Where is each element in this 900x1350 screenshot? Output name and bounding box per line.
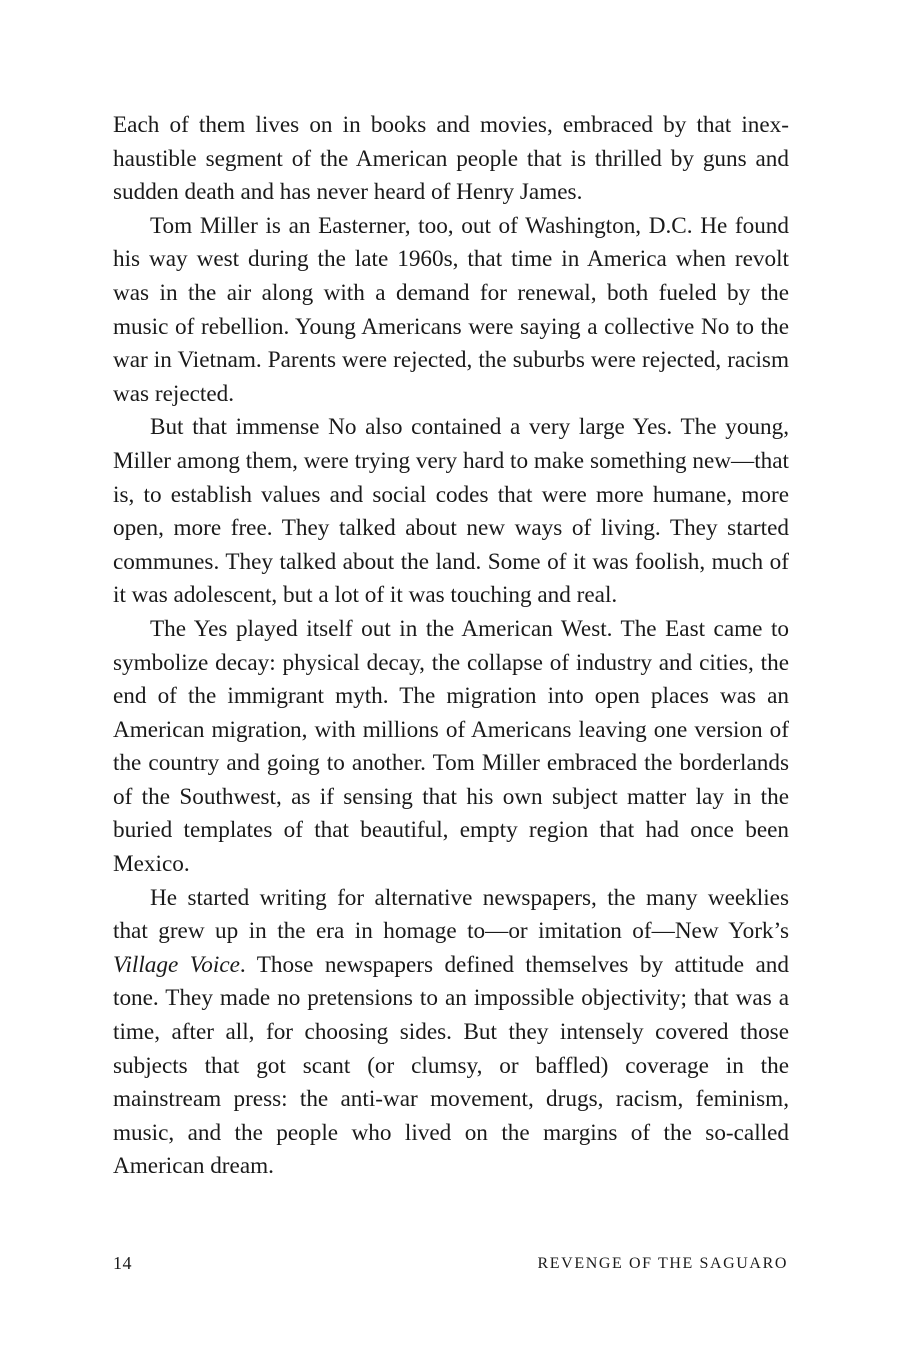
paragraph xyxy=(113,882,789,1184)
body-text xyxy=(113,109,789,1184)
page-number: 14 xyxy=(113,1253,132,1273)
paragraph xyxy=(113,210,789,412)
italic-title: Village Voice xyxy=(113,951,240,978)
text-run: Tom Miller is an Easterner, too, out of Washington, D.C. He found his way west during the late 1960s, that time in America when revolt was in the air along with a demand for renewal, both fueled by the music of rebellion. Young Americans were saying a collective No to the war in Vietnam. Parents were rejected, the suburbs were rejected, racism was rejected. xyxy=(113,212,789,407)
paragraph xyxy=(113,411,789,613)
paragraph xyxy=(113,109,789,210)
text-run: But that immense No also contained a very large Yes. The young, Miller among them, were trying very hard to make something new—that is, to establish values and social codes that were more humane, more open, more free. They talked about new ways of living. They started communes. They talked about the land. Some of it was foolish, much of it was adolescent, but a lot of it was touching and real. xyxy=(113,414,789,609)
running-head: REVENGE OF THE SAGUARO xyxy=(537,1255,788,1272)
text-run: He started writing for alternative newspapers, the many weeklies that grew up in the era in homage to—or imitation of—New York’s xyxy=(113,884,789,945)
text-run: Each of them lives on in books and movies, embraced by that inexhaustible segment of the American people that is thrilled by guns and sudden death and has never heard of Henry James. xyxy=(113,112,789,206)
text-run: The Yes played itself out in the American West. The East came to symbolize decay: physical decay, the collapse of industry and cities, the end of the immigrant myth. The migration into open places was an American migration, with millions of Americans leaving one version of the country and going to another. Tom Miller embraced the borderlands of the Southwest, as if sensing that his own subject matter lay in the buried templates of that beautiful, empty region that had once been Mexico. xyxy=(113,615,789,878)
paragraph xyxy=(113,613,789,882)
text-run: . Those newspapers defined themselves by attitude and tone. They made no pretensions to an impossible objectivity; that was a time, after all, for choosing sides. But they intensely covered those subjects that got scant (or clumsy, or baffled) coverage in the mainstream press: the anti-war movement, drugs, racism, feminism, music, and the people who lived on the margins of the so-called American dream. xyxy=(113,951,789,1180)
